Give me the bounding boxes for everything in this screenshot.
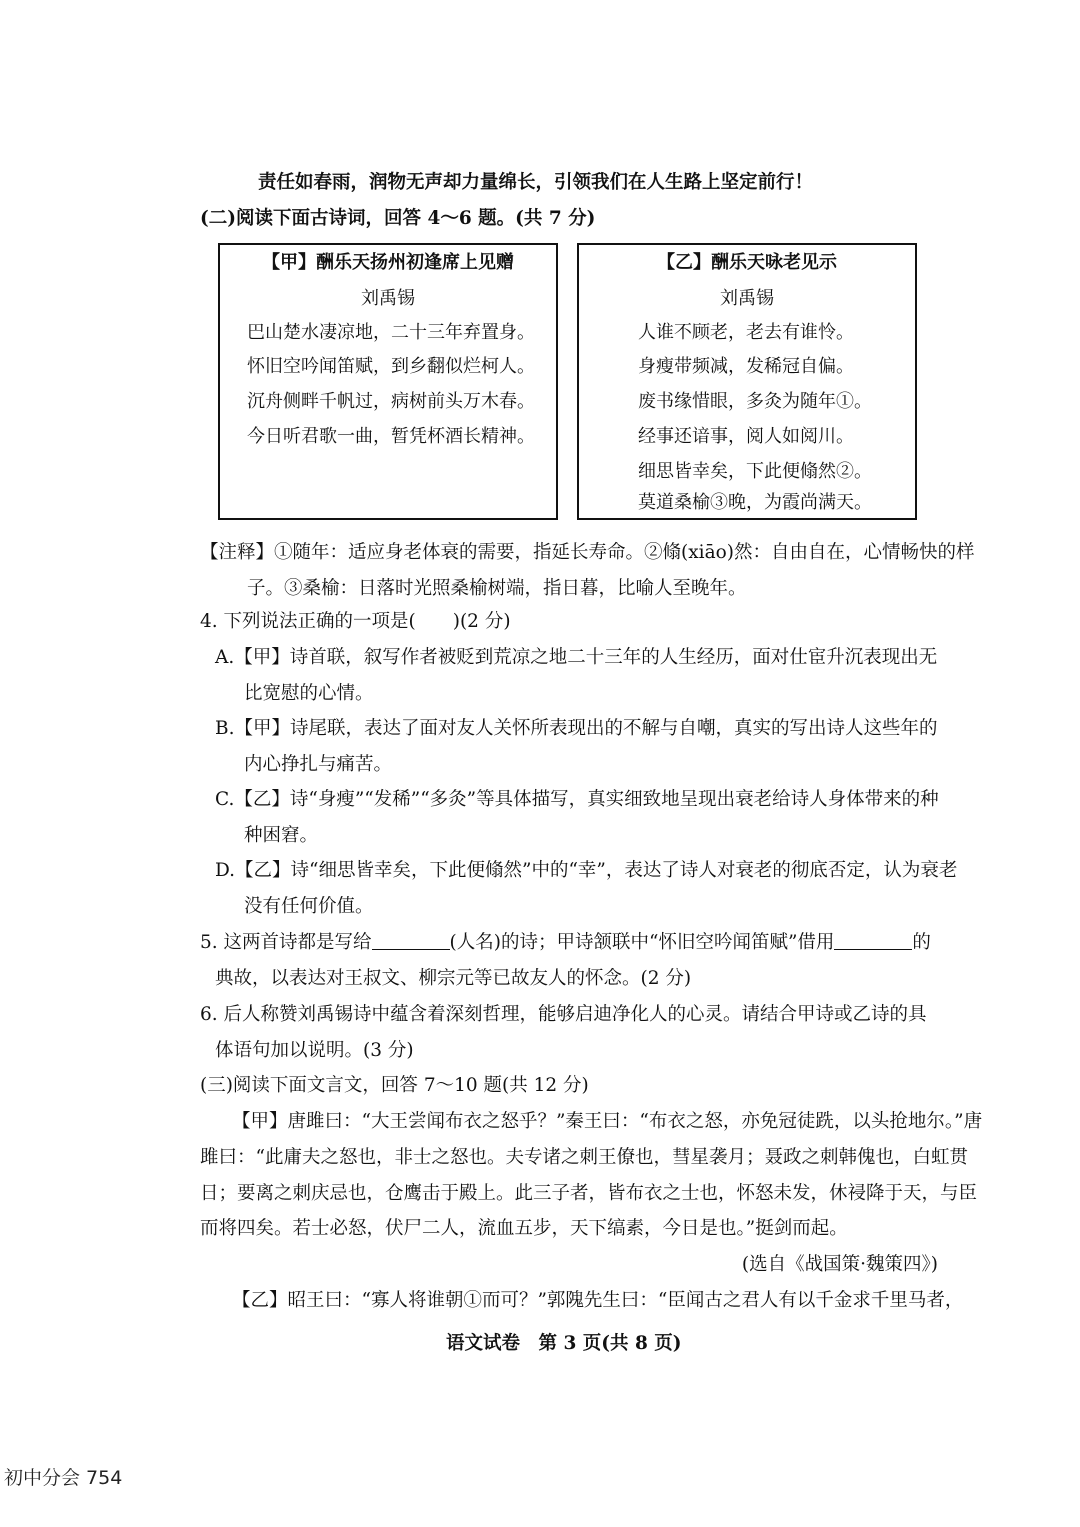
question-6-line1: 6. 后人称赞刘禹锡诗中蕴含着深刻哲理，能够启迪净化人的心灵。请结合甲诗或乙诗的具 bbox=[200, 1004, 927, 1025]
question-5-part1: 5. 这两首诗都是写给 bbox=[200, 932, 372, 953]
poem-yi-line: 人谁不顾老，老去有谁怜。 bbox=[638, 322, 854, 343]
passage-source: (选自《战国策·魏策四》) bbox=[741, 1254, 938, 1275]
top-sentence: 责任如春雨，润物无声却力量绵长，引领我们在人生路上坚定前行！ bbox=[258, 172, 814, 193]
question-4-stem: 4. 下列说法正确的一项是( )(2 分) bbox=[200, 611, 511, 632]
option-c: C.【乙】诗“身瘦”“发稀”“多灸”等具体描写，真实细致地呈现出衰老给诗人身体带来的种 bbox=[215, 789, 939, 810]
poem-jia-box bbox=[218, 243, 558, 520]
poem-yi-line: 莫道桑榆③晚，为霞尚满天。 bbox=[638, 492, 872, 513]
option-a: A.【甲】诗首联，叙写作者被贬到荒凉之地二十三年的人生经历，面对仕宦升沉表现出无 bbox=[215, 647, 938, 668]
page-footer: 语文试卷 第 3 页(共 8 页) bbox=[446, 1333, 682, 1354]
poem-yi-line: 细思皆幸矣，下此便翛然②。 bbox=[638, 461, 872, 482]
notes-line: 【注释】①随年：适应身老体衰的需要，指延长寿命。②翛(xiāo)然：自由自在，心情畅快的样 bbox=[200, 542, 975, 563]
poem-jia-line: 今日听君歌一曲，暂凭杯酒长精神。 bbox=[247, 426, 535, 447]
question-5-line1 bbox=[200, 930, 931, 956]
poem-yi-line: 身瘦带频减，发稀冠自偏。 bbox=[638, 356, 854, 377]
answer-blank-allusion[interactable] bbox=[834, 931, 912, 950]
poem-yi-box bbox=[577, 243, 917, 520]
passage-yi-line: 【乙】昭王曰：“寡人将谁朝①而可？”郭隗先生曰：“臣闻古之君人有以千金求千里马者， bbox=[232, 1290, 964, 1311]
poem-jia-line: 沉舟侧畔千帆过，病树前头万木春。 bbox=[247, 391, 535, 412]
poem-yi-title: 【乙】酬乐天咏老见示 bbox=[657, 252, 837, 273]
passage-jia-line: 而将四矣。若士必怒，伏尸二人，流血五步，天下缟素，今日是也。”挺剑而起。 bbox=[200, 1218, 848, 1239]
option-c-cont: 种困窘。 bbox=[244, 825, 319, 846]
option-b: B.【甲】诗尾联，表达了面对友人关怀所表现出的不解与自嘲，真实的写出诗人这些年的 bbox=[215, 718, 938, 739]
notes-line: 子。③桑榆：日落时光照桑榆树端，指日暮，比喻人至晚年。 bbox=[247, 578, 747, 599]
poem-yi-line: 经事还谙事，阅人如阅川。 bbox=[638, 426, 854, 447]
question-5-part3: 的 bbox=[912, 932, 931, 953]
question-6-line2: 体语句加以说明。(3 分) bbox=[215, 1040, 414, 1061]
poem-jia-author: 刘禹锡 bbox=[361, 288, 415, 309]
question-5-line2: 典故，以表达对王叔文、柳宗元等已故友人的怀念。(2 分) bbox=[215, 968, 692, 989]
option-a-cont: 比宽慰的心情。 bbox=[244, 683, 374, 704]
poem-jia-title: 【甲】酬乐天扬州初逢席上见赠 bbox=[262, 252, 514, 273]
passage-jia-line: 【甲】唐雎曰：“大王尝闻布衣之怒乎？”秦王曰：“布衣之怒，亦免冠徒跣，以头抢地尔。”唐 bbox=[232, 1111, 983, 1132]
option-b-cont: 内心挣扎与痛苦。 bbox=[244, 754, 393, 775]
option-d: D.【乙】诗“细思皆幸矣，下此便翛然”中的“幸”，表达了诗人对衰老的彻底否定，认为衰老 bbox=[215, 860, 958, 881]
question-5-part2: (人名)的诗；甲诗颔联中“怀旧空吟闻笛赋”借用 bbox=[449, 932, 835, 953]
answer-blank-name[interactable] bbox=[372, 931, 450, 950]
section3-heading: (三)阅读下面文言文，回答 7～10 题(共 12 分) bbox=[200, 1075, 589, 1096]
passage-jia-line: 日；要离之刺庆忌也，仓鹰击于殿上。此三子者，皆布衣之士也，怀怒未发，休祲降于天，与臣 bbox=[200, 1183, 978, 1204]
section2-heading: (二)阅读下面古诗词，回答 4～6 题。(共 7 分) bbox=[200, 208, 596, 229]
watermark-text: 初中分会 754 bbox=[4, 1467, 123, 1489]
poem-yi-line: 废书缘惜眼，多灸为随年①。 bbox=[638, 391, 872, 412]
poem-jia-line: 怀旧空吟闻笛赋，到乡翻似烂柯人。 bbox=[247, 356, 535, 377]
poem-jia-line: 巴山楚水凄凉地，二十三年弃置身。 bbox=[247, 322, 535, 343]
poem-yi-author: 刘禹锡 bbox=[720, 288, 774, 309]
option-d-cont: 没有任何价值。 bbox=[244, 896, 374, 917]
passage-jia-line: 雎曰：“此庸夫之怒也，非士之怒也。夫专诸之刺王僚也，彗星袭月；聂政之刺韩傀也，白虹贯 bbox=[200, 1147, 968, 1168]
